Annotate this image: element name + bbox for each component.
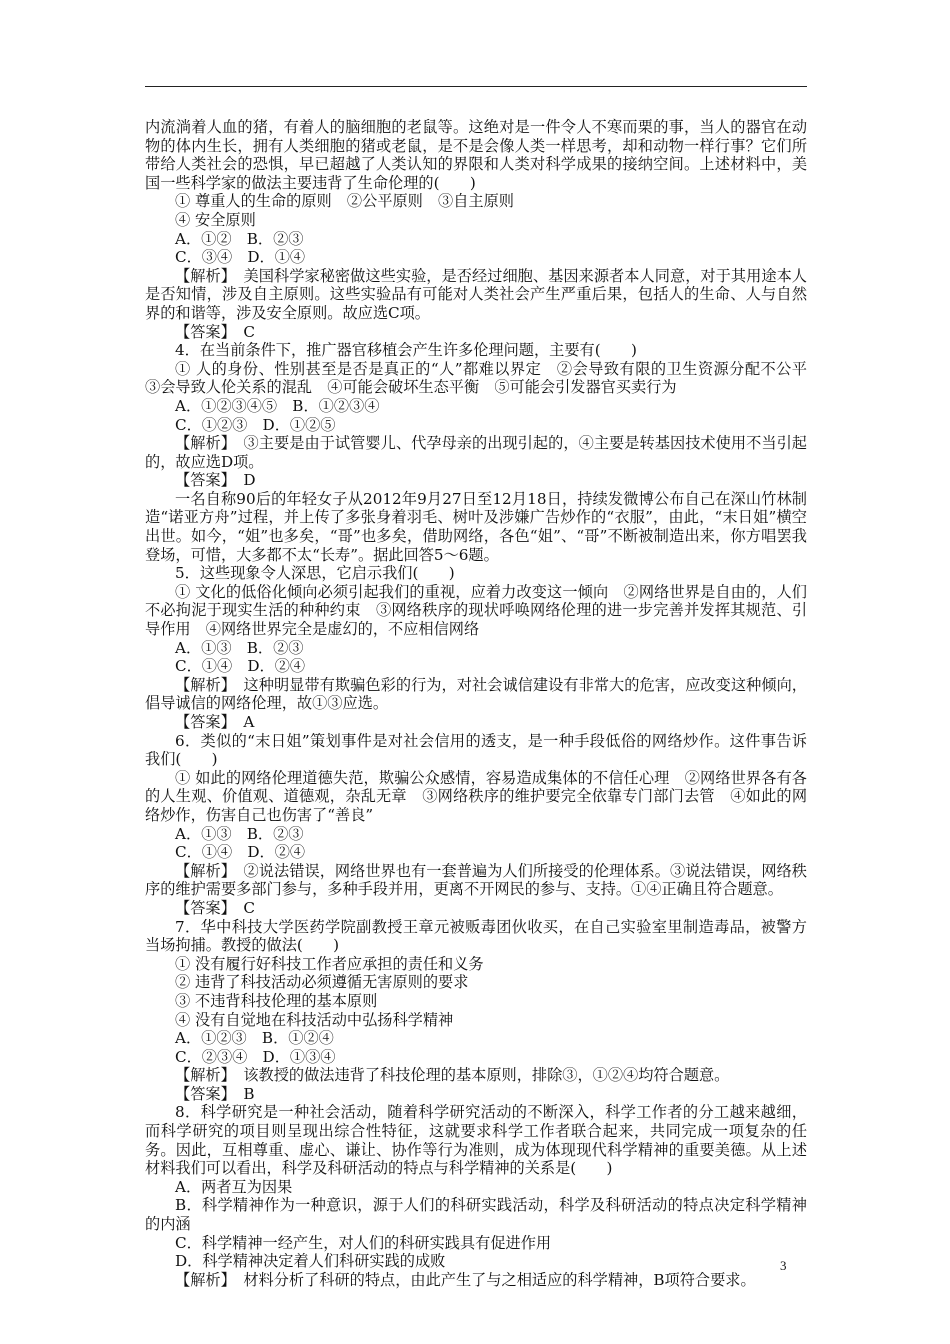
text-paragraph: 5．这些现象令人深思，它启示我们( ): [175, 564, 455, 583]
text-paragraph: ③ 不违背科技伦理的基本原则: [175, 991, 378, 1010]
text-paragraph: ① 如此的网络伦理道德失范，欺骗公众感情，容易造成集体的不信任心理 ②网络世界各有各的人生观、价值观、道德观，杂乱无章 ③网络秩序的维护要完全依靠专门部门去管 ④如此的网络炒作，伤害自己也伤害了“善良”: [145, 768, 807, 824]
document-body: [145, 118, 823, 1289]
text-paragraph: 【解析】 ②说法错误，网络世界也有一套普遍为人们所接受的伦理体系。③说法错误，网络秩序的维护需要多部门参与，多种手段并用，更离不开网民的参与、支持。①④正确且符合题意。: [145, 861, 807, 899]
text-paragraph: A．①② B．②③: [175, 229, 304, 248]
text-paragraph: ① 文化的低俗化倾向必须引起我们的重视，应着力改变这一倾向 ②网络世界是自由的，人们不必拘泥于现实生活的种种约束 ③网络秩序的现状呼唤网络伦理的进一步完善并发挥其规范、引导作用 ④网络世界完全是虚幻的，不应相信网络: [145, 582, 807, 639]
text-paragraph: 8．科学研究是一种社会活动，随着科学研究活动的不断深入，科学工作者的分工越来越细，而科学研究的项目则呈现出综合性特征，这就要求科学工作者联合起来，共同完成一项复杂的任务。因此，互相尊重、虚心、谦让、协作等行为准则，成为体现现代科学精神的重要美德。从上述材料我们可以看出，科学及科研活动的特点与科学精神的关系是( ): [145, 1103, 807, 1178]
text-paragraph: 内流淌着人血的猪，有着人的脑细胞的老鼠等。这绝对是一件令人不寒而栗的事，当人的器官在动物的体内生长，拥有人类细胞的猪或老鼠，是不是会像人类一样思考，却和动物一样行事？它们所带给人类社会的恐惧，早已超越了人类认知的界限和人类对科学成果的接纳空间。上述材料中，美国一些科学家的做法主要违背了生命伦理的( ): [145, 118, 807, 192]
text-paragraph: ① 没有履行好科技工作者应承担的责任和义务: [175, 954, 484, 973]
text-paragraph: 一名自称90后的年轻女子从2012年9月27日至12月18日，持续发微博公布自己在深山竹林制造“诺亚方舟”过程，并上传了多张身着羽毛、树叶及涉嫌广告炒作的“衣服”，由此，“末日姐”横空出世。如今，“姐”也多矣，“哥”也多矣，借助网络，各色“姐”、“哥”不断被制造出来，你方唱罢我登场，可惜，大多都不太“长寿”。据此回答5～6题。: [145, 489, 807, 564]
text-paragraph: C．③④ D．①④: [175, 248, 306, 267]
text-paragraph: 【答案】 D: [175, 471, 256, 490]
text-paragraph: 6．类似的“末日姐”策划事件是对社会信用的透支，是一种手段低俗的网络炒作。这件事告诉我们( ): [145, 731, 807, 769]
text-paragraph: 【答案】 B: [175, 1084, 255, 1103]
text-paragraph: 【解析】 美国科学家秘密做这些实验，是否经过细胞、基因来源者本人同意，对于其用途本人是否知情，涉及自主原则。这些实验品有可能对人类社会产生严重后果，包括人的生命、人与自然界的和谐等，涉及安全原则。故应选C项。: [145, 266, 807, 322]
text-paragraph: 4．在当前条件下，推广器官移植会产生许多伦理问题，主要有( ): [175, 341, 637, 360]
text-paragraph: C．①④ D．②④: [175, 657, 306, 676]
page-number: 3: [780, 1258, 787, 1273]
text-paragraph: 7．华中科技大学医药学院副教授王章元被贩毒团伙收买，在自己实验室里制造毒品，被警方当场拘捕。教授的做法( ): [145, 917, 807, 955]
text-paragraph: C．科学精神一经产生，对人们的科研实践具有促进作用: [175, 1233, 552, 1252]
text-paragraph: ④ 安全原则: [175, 210, 256, 229]
text-paragraph: A．①③ B．②③: [175, 824, 304, 843]
text-paragraph: A．①③ B．②③: [175, 638, 304, 657]
text-paragraph: C．②③④ D．①③④: [175, 1047, 336, 1066]
text-paragraph: 【解析】 ③主要是由于试管婴儿、代孕母亲的出现引起的，④主要是转基因技术使用不当引起的，故应选D项。: [145, 434, 807, 471]
text-paragraph: C．①④ D．②④: [175, 843, 306, 862]
text-paragraph: D．科学精神决定着人们科研实践的成败: [175, 1252, 446, 1271]
text-paragraph: ① 尊重人的生命的原则 ②公平原则 ③自主原则: [175, 192, 514, 211]
text-paragraph: A．两者互为因果: [175, 1177, 293, 1196]
text-paragraph: ② 违背了科技活动必须遵循无害原则的要求: [175, 973, 469, 992]
header-rule: [145, 86, 807, 87]
text-paragraph: 【答案】 C: [175, 898, 255, 917]
text-paragraph: 【答案】 A: [175, 713, 255, 731]
text-paragraph: A．①②③④⑤ B．①②③④: [175, 396, 380, 415]
text-paragraph: ④ 没有自觉地在科技活动中弘扬科学精神: [175, 1010, 454, 1029]
text-paragraph: 【答案】 C: [175, 322, 255, 341]
text-paragraph: B．科学精神作为一种意识，源于人们的科研实践活动，科学及科研活动的特点决定科学精神的内涵: [145, 1196, 807, 1234]
text-paragraph: C．①②③ D．①②⑤: [175, 415, 336, 434]
text-paragraph: 【解析】 材料分析了科研的特点，由此产生了与之相适应的科学精神，B项符合要求。: [175, 1270, 756, 1289]
text-paragraph: 【解析】 这种明显带有欺骗色彩的行为，对社会诚信建设有非常大的危害，应改变这种倾向，倡导诚信的网络伦理，故①③应选。: [145, 675, 807, 713]
text-paragraph: 【解析】 该教授的做法违背了科技伦理的基本原则，排除③，①②④均符合题意。: [175, 1066, 730, 1085]
text-paragraph: A．①②③ B．①②④: [175, 1029, 334, 1048]
text-paragraph: ① 人的身份、性别甚至是否是真正的“人”都难以界定 ②会导致有限的卫生资源分配不公平 ③会导致人伦关系的混乱 ④可能会破坏生态平衡 ⑤可能会引发器官买卖行为: [145, 359, 823, 397]
